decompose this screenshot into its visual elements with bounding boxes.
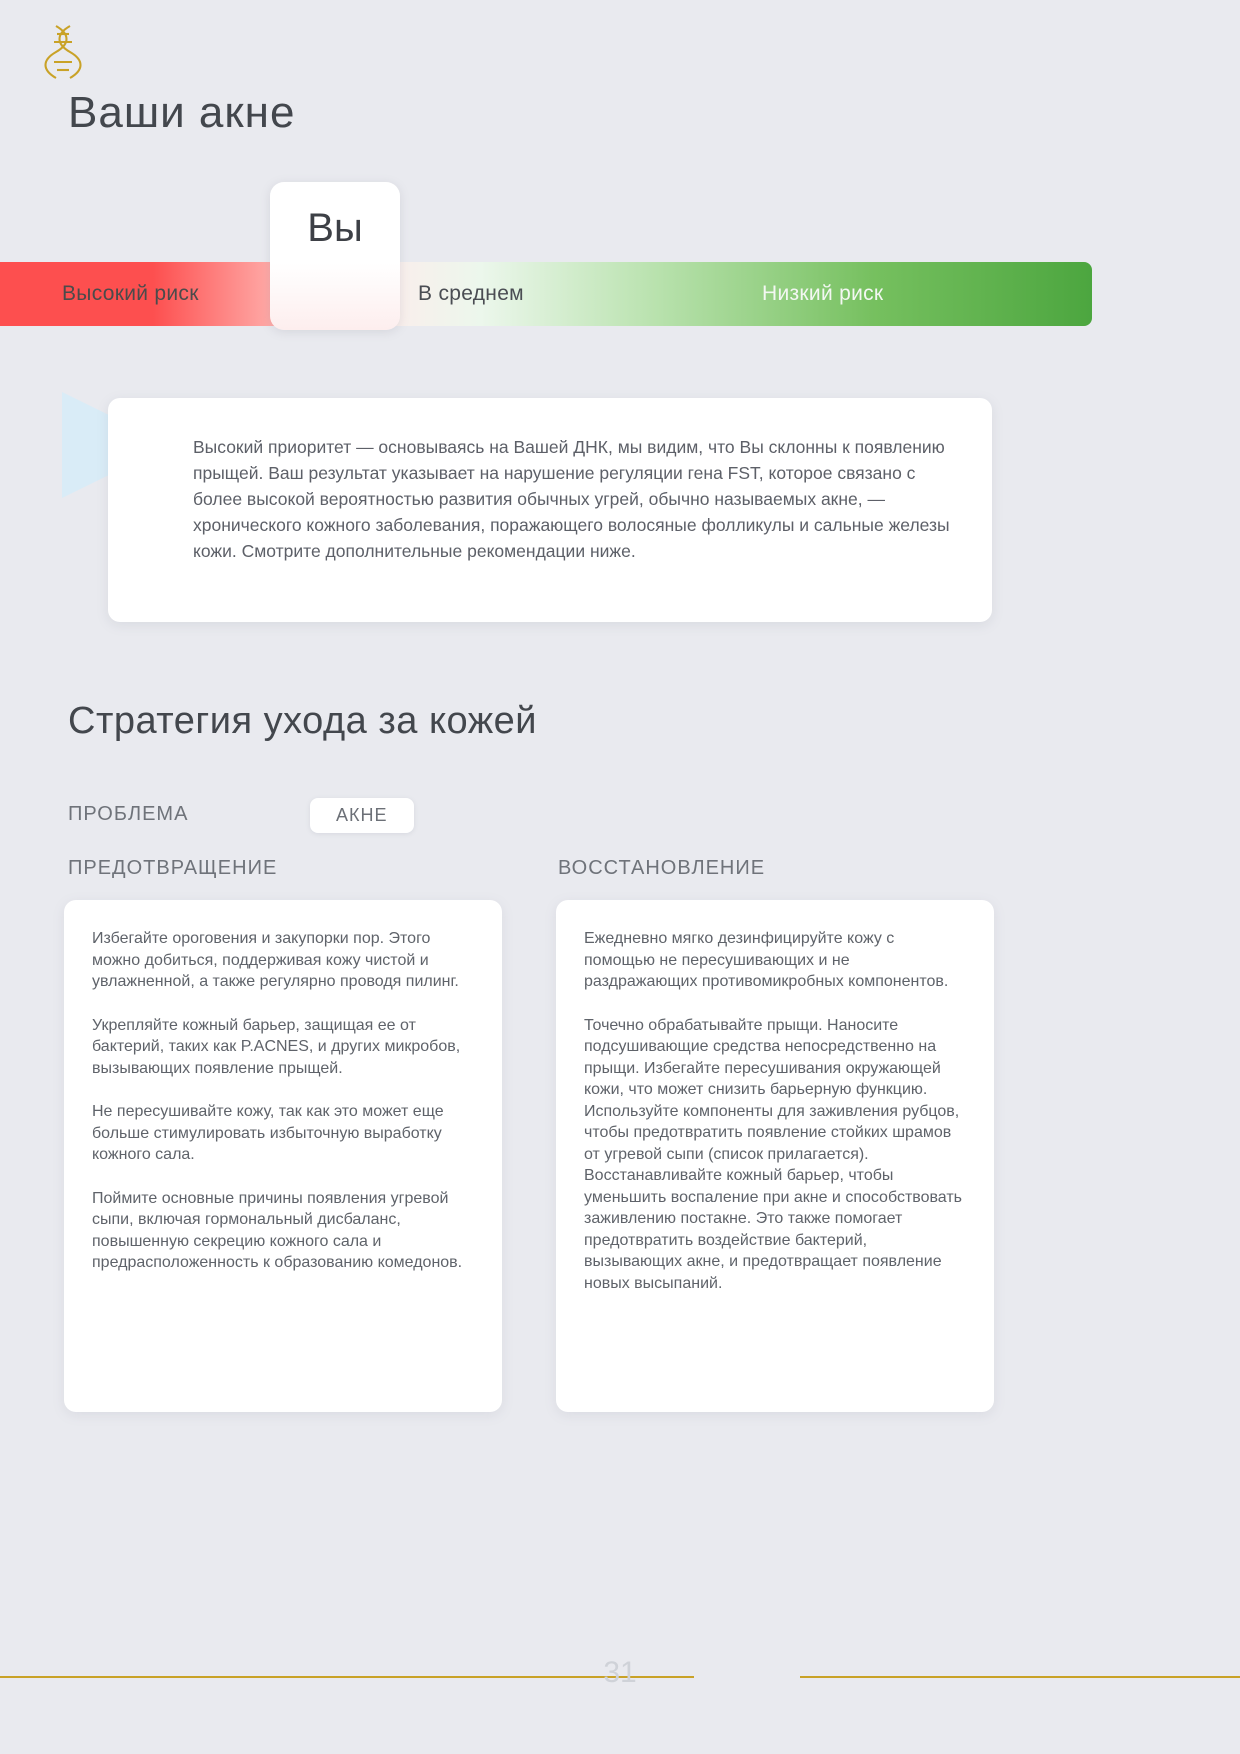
summary-callout-text: Высокий приоритет — основываясь на Вашей ДНК, мы видим, что Вы склонны к появлению прыщей. Ваш результат указывает на нарушение регуляции гена FST, которое связано с более высокой вероятностью развития обычных угрей, обычно называемых акне, — хронического кожного заболевания, поражающего волосяные фолликулы и сальные железы кожи. Смотрите дополнительные рекомендации ниже.: [193, 437, 950, 561]
risk-label-low: Низкий риск: [762, 282, 884, 305]
prevention-paragraph: Избегайте ороговения и закупорки пор. Этого можно добиться, поддерживая кожу чистой и увлажненной, а также регулярно проводя пилинг.: [92, 930, 459, 990]
problem-label: ПРОБЛЕМА: [68, 803, 189, 825]
prevention-card: [64, 900, 502, 1412]
prevention-paragraph: Укрепляйте кожный барьер, защищая ее от бактерий, таких как P.ACNES, и других микробов, вызывающих появление прыщей.: [92, 1016, 461, 1077]
recovery-paragraph: Ежедневно мягко дезинфицируйте кожу с помощью не пересушивающих и не раздражающих противомикробных компонентов.: [584, 930, 949, 990]
summary-callout: [108, 398, 992, 622]
prevention-paragraph: Не пересушивайте кожу, так как это может еще больше стимулировать избыточную выработку кожного сала.: [92, 1103, 444, 1163]
column-header-prevention: ПРЕДОТВРАЩЕНИЕ: [68, 857, 278, 879]
recovery-card: [556, 900, 994, 1412]
recovery-paragraph: Точечно обрабатывайте прыщи. Наносите подсушивающие средства непосредственно на прыщи. Избегайте пересушивания окружающей кожи, что может снизить барьерную функцию. Используйте компоненты для заживления рубцов, чтобы предотвратить появление стойких шрамов от угревой сыпи (список прилагается). Восстанавливайте кожный барьер, чтобы уменьшить воспаление при акне и способствовать заживлению постакне. Это также помогает предотвратить воздействие бактерий, вызывающих акне, и предотвращает появление новых высыпаний.: [584, 1016, 963, 1292]
risk-scale: [0, 206, 1092, 326]
page-title: Ваши акне: [68, 88, 296, 137]
prevention-paragraph: Поймите основные причины появления угревой сыпи, включая гормональный дисбаланс, повышенную секрецию кожного сала и предрасположенность к образованию комедонов.: [92, 1189, 463, 1271]
problem-value-chip: АКНЕ: [310, 798, 414, 833]
you-marker: [270, 182, 400, 330]
page-number: 31: [603, 1656, 637, 1689]
column-header-recovery: ВОССТАНОВЛЕНИЕ: [558, 857, 766, 879]
risk-label-high: Высокий риск: [62, 282, 199, 305]
you-marker-label: Вы: [307, 206, 363, 250]
dna-helix-icon: [40, 22, 86, 82]
risk-label-mid: В среднем: [418, 282, 524, 305]
section-title: Стратегия ухода за кожей: [68, 700, 538, 742]
